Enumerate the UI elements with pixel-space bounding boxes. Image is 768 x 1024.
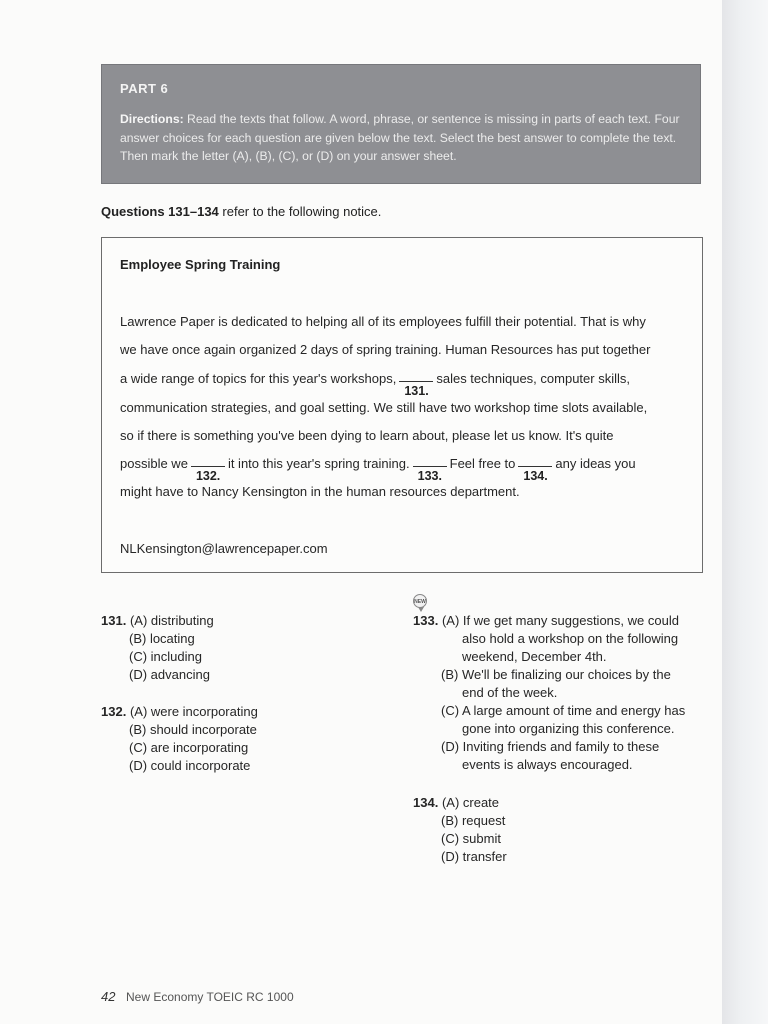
- question-133-option-c[interactable]: (C) A large amount of time and energy has: [441, 703, 686, 718]
- blank-133: [413, 458, 447, 483]
- notice-email: NLKensington@lawrencepaper.com: [120, 541, 328, 556]
- notice-line-6: [120, 456, 636, 483]
- notice-line-4: communication strategies, and goal setting. We still have two workshop time slots available,: [120, 400, 648, 415]
- question-134-option-b[interactable]: (B) request: [441, 813, 506, 828]
- blank-131: [399, 373, 433, 398]
- notice-line-6-a: possible we: [120, 456, 188, 471]
- notice-line-2: we have once again organized 2 days of spring training. Human Resources has put together: [120, 342, 651, 357]
- notice-line-3-b: sales techniques, computer skills,: [436, 371, 630, 386]
- question-132-option-d[interactable]: (D) could incorporate: [129, 758, 251, 773]
- page-edge-shadow: [722, 0, 768, 1024]
- notice-line-5: so if there is something you've been dying to learn about, please let us know. It's quite: [120, 428, 614, 443]
- question-132-option-a[interactable]: (A) were incorporating: [129, 704, 258, 719]
- notice-box: [101, 237, 703, 573]
- blank-132: [191, 458, 225, 483]
- question-133-option-b-line2: end of the week.: [462, 685, 558, 700]
- question-131-option-b[interactable]: (B) locating: [129, 631, 195, 646]
- question-131-number: 131.: [101, 613, 127, 628]
- question-134: [413, 794, 507, 866]
- blank-134-label: 134.: [523, 469, 548, 483]
- notice-line-6-c: Feel free to: [449, 456, 516, 471]
- directions-box: [101, 64, 701, 184]
- question-132: [101, 703, 258, 775]
- question-131-option-a[interactable]: (A) distributing: [129, 613, 214, 628]
- notice-line-1: Lawrence Paper is dedicated to helping all of its employees fulfill their potential. That is why: [120, 314, 646, 329]
- question-133-option-a[interactable]: (A) If we get many suggestions, we could: [441, 613, 679, 628]
- directions-text: [120, 110, 682, 166]
- footer-book-title: New Economy TOEIC RC 1000: [126, 990, 294, 1004]
- question-132-option-c[interactable]: (C) are incorporating: [129, 740, 249, 755]
- question-134-option-a[interactable]: (A) create: [441, 795, 500, 810]
- questions-intro: [101, 204, 381, 219]
- question-133-option-d[interactable]: (D) Inviting friends and family to these: [441, 739, 660, 754]
- new-badge-icon: NEW: [413, 594, 427, 608]
- blank-132-label: 132.: [195, 469, 221, 483]
- question-133-option-a-line2: also hold a workshop on the following: [462, 631, 679, 646]
- question-131: [101, 612, 214, 684]
- part-title: PART 6: [120, 81, 169, 96]
- question-133-option-b[interactable]: (B) We'll be finalizing our choices by the: [441, 667, 671, 682]
- questions-range: Questions 131–134: [101, 204, 219, 219]
- notice-title: Employee Spring Training: [120, 257, 281, 272]
- question-133-number: 133.: [413, 613, 439, 628]
- directions-body: Read the texts that follow. A word, phrase, or sentence is missing in parts of each text. Four answer choices for each question are given below the text. Select the best answer to complete the text. Then mark the letter (A), (B), (C), or (D) on your answer sheet.: [120, 112, 680, 163]
- question-134-number: 134.: [413, 795, 439, 810]
- question-133-option-c-line2: gone into organizing this conference.: [462, 721, 675, 736]
- notice-line-6-d: any ideas you: [555, 456, 636, 471]
- question-133-option-d-line2: events is always encouraged.: [462, 757, 633, 772]
- directions-label: Directions:: [120, 112, 184, 126]
- notice-line-3: [120, 371, 630, 398]
- blank-131-label: 131.: [404, 384, 429, 398]
- questions-intro-rest: refer to the following notice.: [218, 204, 382, 219]
- question-133-option-a-line3: weekend, December 4th.: [462, 649, 607, 664]
- notice-line-3-a: a wide range of topics for this year's workshops,: [120, 371, 397, 386]
- footer-page-number: 42: [101, 989, 116, 1004]
- notice-line-7: might have to Nancy Kensington in the human resources department.: [120, 484, 520, 499]
- question-132-option-b[interactable]: (B) should incorporate: [129, 722, 257, 737]
- blank-133-label: 133.: [417, 469, 442, 483]
- notice-line-6-b: it into this year's spring training.: [227, 456, 410, 471]
- question-134-option-c[interactable]: (C) submit: [441, 831, 501, 846]
- question-132-number: 132.: [101, 704, 127, 719]
- blank-134: [518, 458, 552, 483]
- question-131-option-c[interactable]: (C) including: [129, 649, 202, 664]
- question-131-option-d[interactable]: (D) advancing: [129, 667, 210, 682]
- question-134-option-d[interactable]: (D) transfer: [441, 849, 507, 864]
- question-133: [413, 612, 685, 774]
